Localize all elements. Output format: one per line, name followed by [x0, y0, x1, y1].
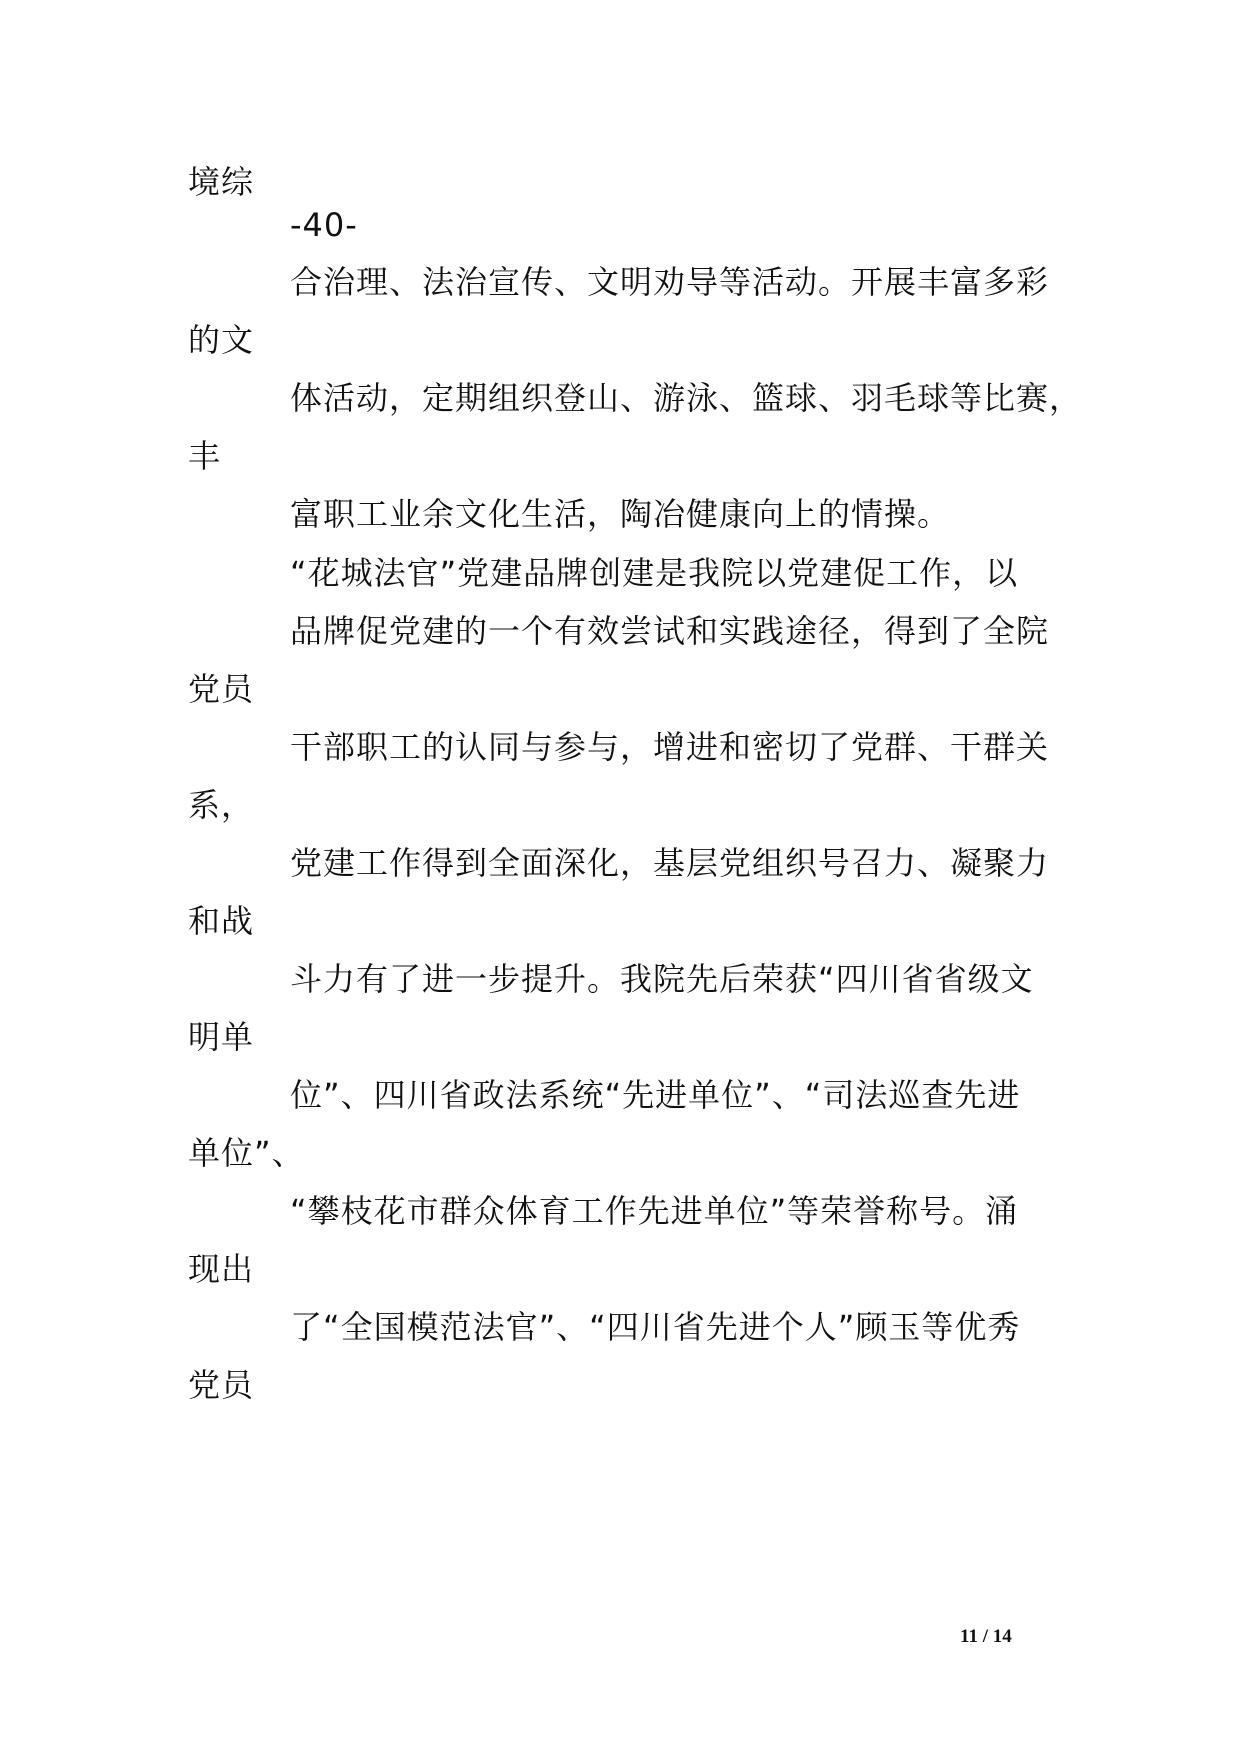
text-line: 位”、四川省政法系统“先进单位”、“司法巡查先进	[290, 1076, 1021, 1114]
text-line: 明单	[188, 1018, 255, 1056]
page-number: 11 / 14	[960, 1626, 1012, 1647]
text-line: 体活动，定期组织登山、游泳、篮球、羽毛球等比赛，	[290, 379, 1083, 417]
text-line: 干部职工的认同与参与，增进和密切了党群、干群关	[290, 728, 1050, 766]
text-line: 党员	[188, 1366, 255, 1404]
text-line: 系，	[188, 786, 255, 824]
text-line: 品牌促党建的一个有效尝试和实践途径，得到了全院	[290, 612, 1050, 650]
text-line: 境综	[188, 163, 255, 201]
text-line: -40-	[290, 206, 358, 244]
text-line: 的文	[188, 321, 255, 359]
text-line: 丰	[188, 437, 222, 475]
text-line: 党建工作得到全面深化，基层党组织号召力、凝聚力	[290, 844, 1050, 882]
text-line: 合治理、法治宣传、文明劝导等活动。开展丰富多彩	[290, 263, 1050, 301]
text-line: “攀枝花市群众体育工作先进单位”等荣誉称号。涌	[290, 1192, 1019, 1230]
text-line: 了“全国模范法官”、“四川省先进个人”顾玉等优秀	[290, 1308, 1021, 1346]
text-line: 斗力有了进一步提升。我院先后荣获“四川省省级文	[290, 960, 1034, 998]
text-line: 和战	[188, 902, 255, 940]
text-line: 党员	[188, 670, 255, 708]
text-line: 单位”、	[188, 1134, 305, 1172]
text-line: 富职工业余文化生活，陶冶健康向上的情操。	[290, 495, 951, 533]
text-line: 现出	[188, 1250, 255, 1288]
text-line: “花城法官”党建品牌创建是我院以党建促工作，以	[290, 554, 1019, 592]
